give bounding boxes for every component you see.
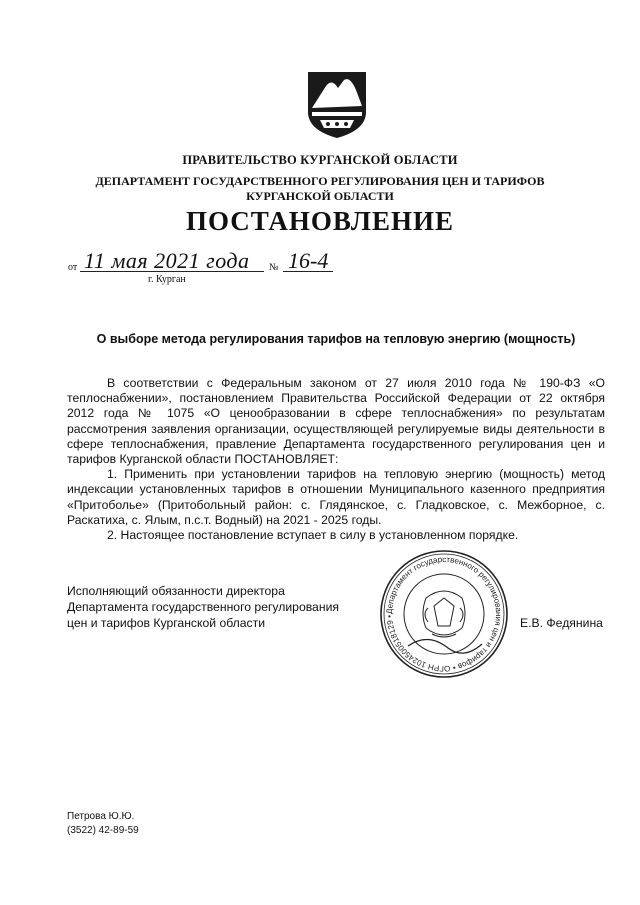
signatory-position-line3: цен и тарифов Курганской области xyxy=(67,615,266,630)
department-name-line1: ДЕПАРТАМЕНТ ГОСУДАРСТВЕННОГО РЕГУЛИРОВАНИЯ ЦЕН И ТАРИФОВ xyxy=(95,174,545,188)
signatory-position-line1: Исполняющий обязанности директора xyxy=(67,584,285,598)
executor-name: Петрова Ю.Ю. xyxy=(67,811,135,822)
official-seal-icon xyxy=(378,548,510,680)
signatory-name: Е.В. Федянина xyxy=(520,616,603,630)
city-label: г. Курган xyxy=(148,274,186,285)
date-underline xyxy=(80,271,264,272)
date-from-label: от xyxy=(68,262,78,273)
svg-text:Департамент государственного р: Департамент государственного регулирования цен и тарифов • ОГРН 1024500518129 • xyxy=(384,554,504,674)
document-type-title: ПОСТАНОВЛЕНИЕ xyxy=(185,206,455,236)
government-name: ПРАВИТЕЛЬСТВО КУРГАНСКОЙ ОБЛАСТИ xyxy=(182,153,458,167)
executor-contact xyxy=(67,810,139,838)
signatory-position-line2: Департамента государственного регулирования xyxy=(67,599,339,614)
executor-phone: (3522) 42-89-59 xyxy=(67,825,139,836)
coat-of-arms-icon xyxy=(298,68,376,140)
handwritten-number: 16-4 xyxy=(288,248,329,273)
signatory-position xyxy=(67,584,339,631)
number-label: № xyxy=(269,262,279,273)
body-paragraph-preamble: В соответствии с Федеральным законом от 27 июля 2010 года № 190-ФЗ «О теплоснабжении», постановлением Правительства Российской Федерации от 22 октября 2012 года № 1075 «О ценообразовании в сфере теплоснабжения» по результатам рассмотрения заявления организации, осуществляющей регулируемые виды деятельности в сфере теплоснабжения, правление Департамента государственного регулирования цен и тарифов Курганской области ПОСТАНОВЛЯЕТ: xyxy=(67,376,605,467)
date-number-block xyxy=(68,248,368,284)
body-paragraph-item-1: 1. Применить при установлении тарифов на тепловую энергию (мощность) метод индексации установленных тарифов в отношении Муниципального казенного предприятия «Притоболье» (Притобольный район: с. Глядянское, с. Гладковское, с. Межборное, с. Раскатиха, с. Ялым, п.с.т. Водный) на 2021 - 2025 годы. xyxy=(67,467,605,527)
number-underline xyxy=(283,271,333,272)
document-body xyxy=(67,376,605,543)
department-name-line2: КУРГАНСКОЙ ОБЛАСТИ xyxy=(246,189,394,203)
body-paragraph-item-2: 2. Настоящее постановление вступает в силу в установленном порядке. xyxy=(107,528,519,543)
handwritten-date: 11 мая 2021 года xyxy=(84,248,250,273)
document-subject: О выборе метода регулирования тарифов на тепловую энергию (мощность) xyxy=(96,332,576,346)
